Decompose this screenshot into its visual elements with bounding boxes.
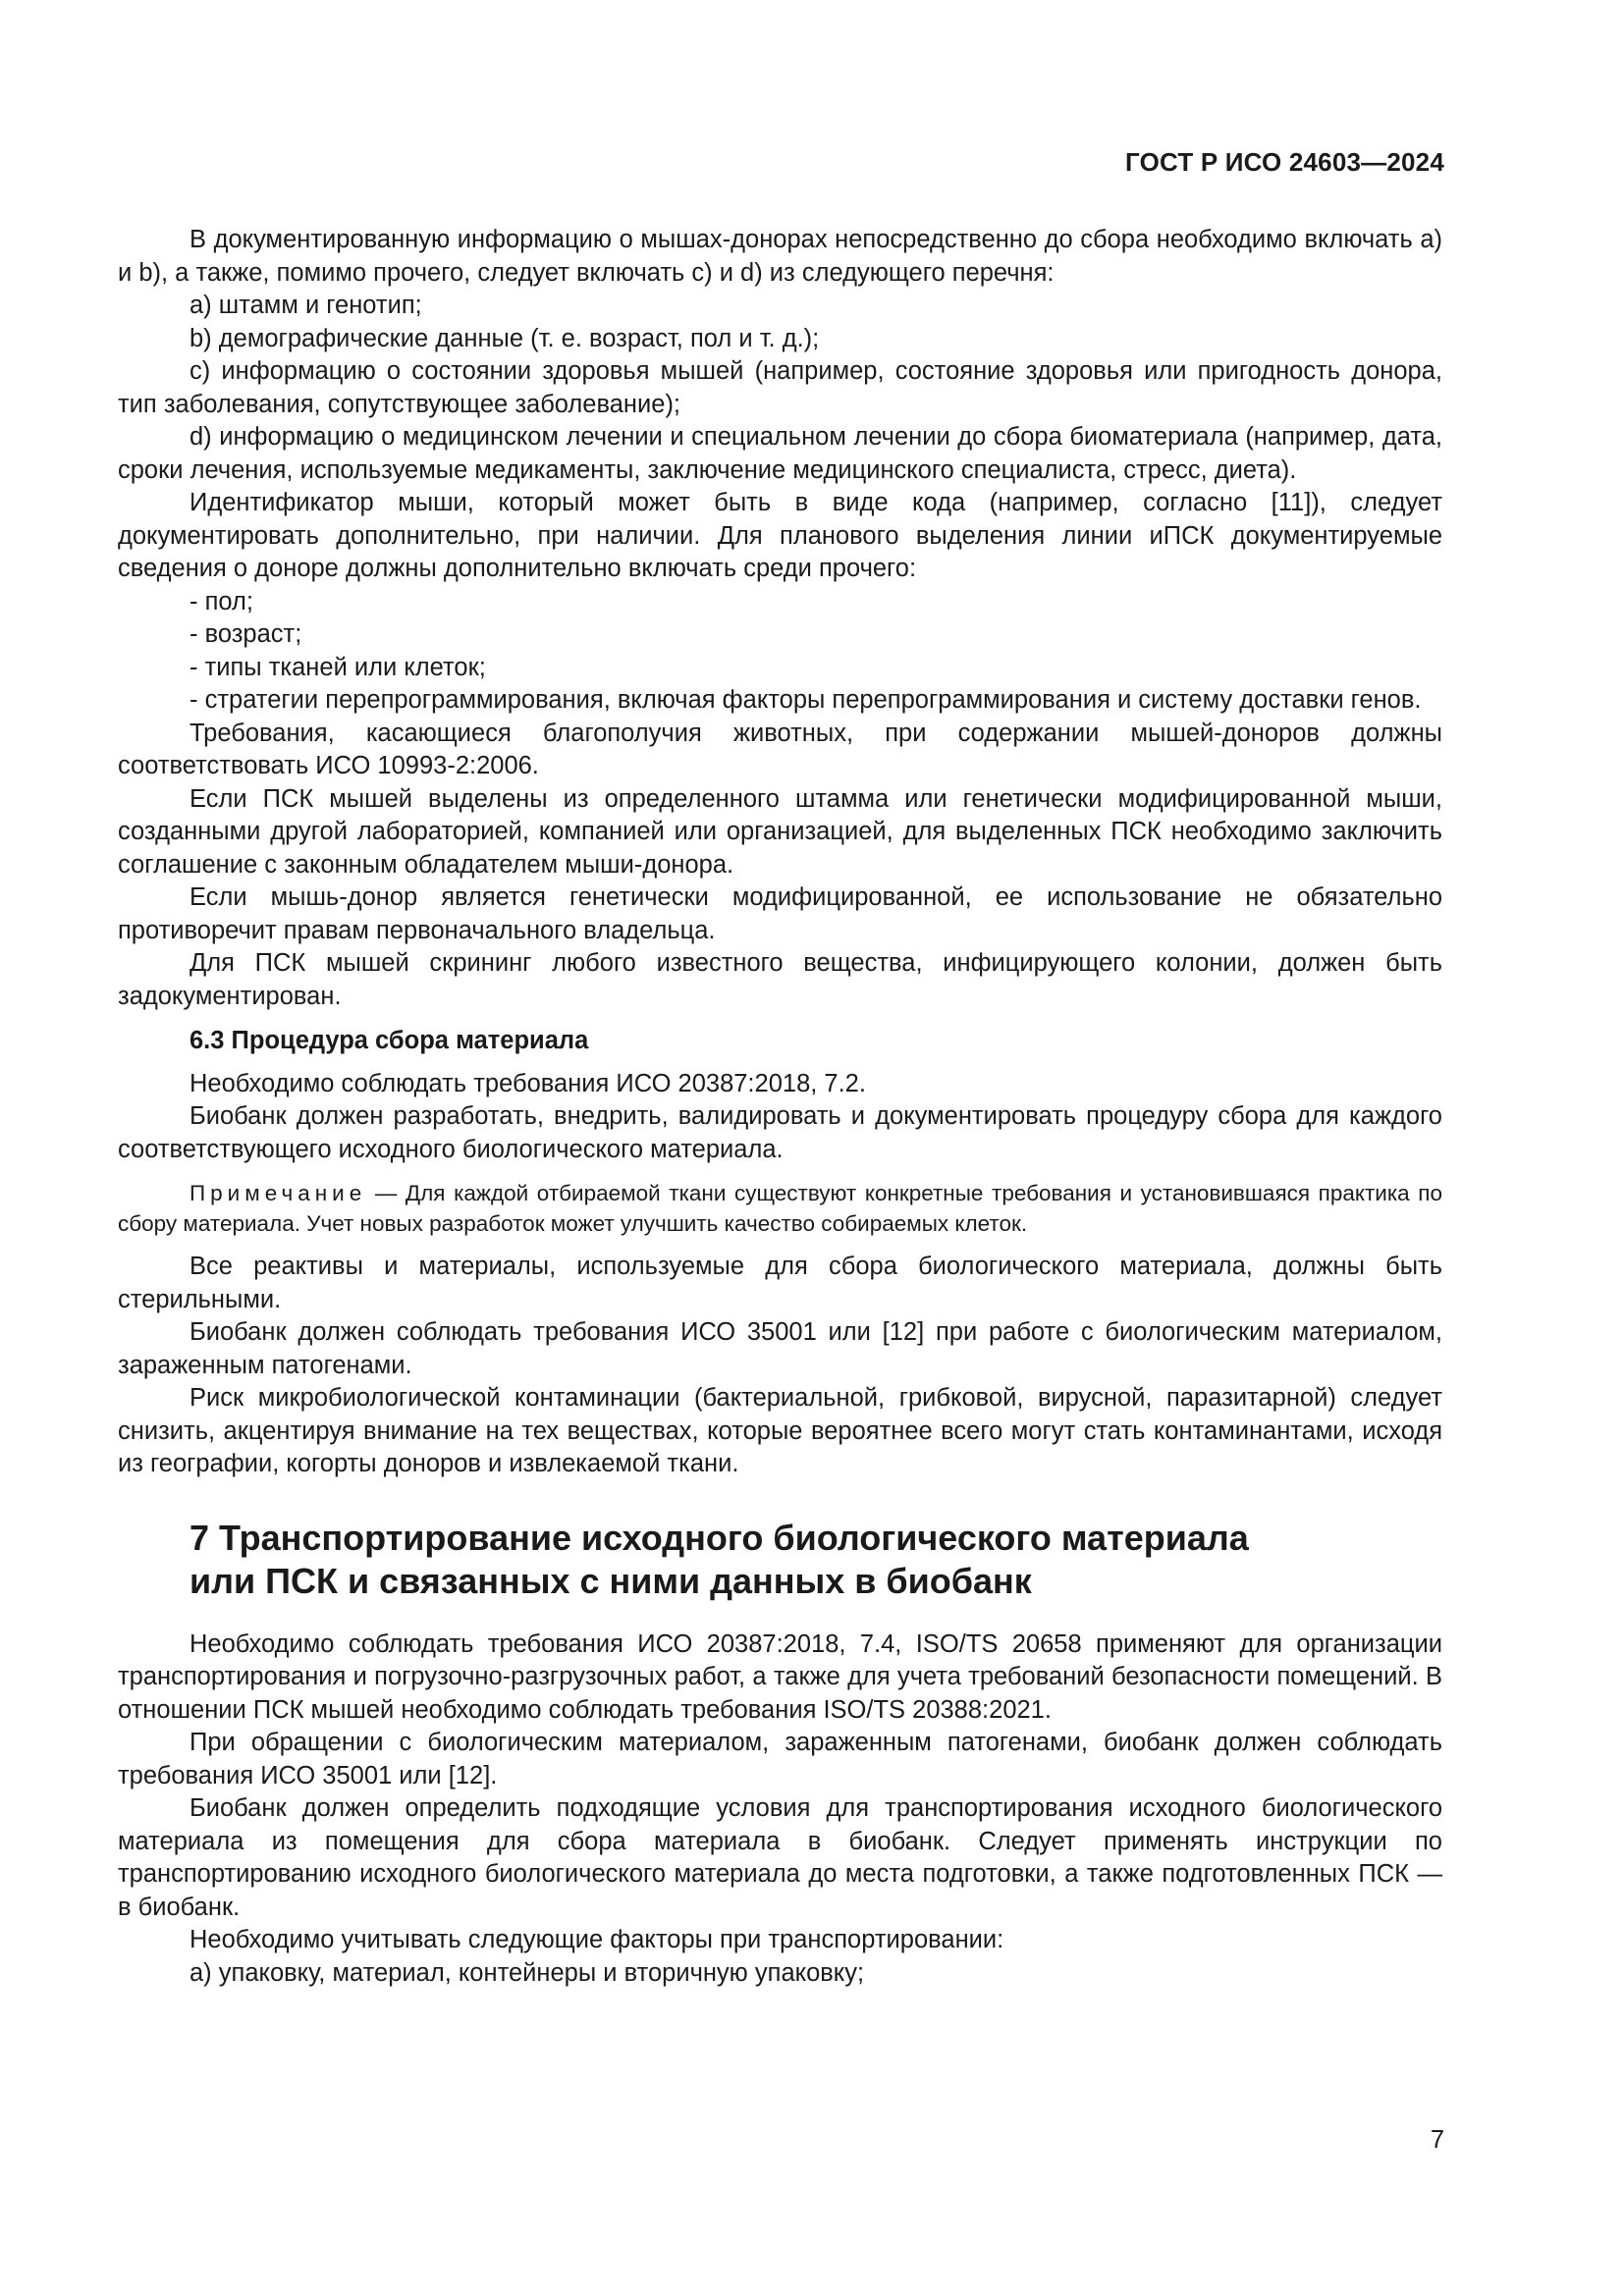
list-item: a) штамм и генотип; (189, 292, 422, 319)
document-header: ГОСТ Р ИСО 24603—2024 (1124, 147, 1444, 177)
paragraph: Биобанк должен соблюдать требования ИСО 35001 или [12] при работе с биологическим материалом, зараженным патогенами. (118, 1318, 1442, 1379)
list-item: - стратегии перепрограммирования, включая факторы перепрограммирования и систему доставки генов. (189, 686, 1422, 714)
list-item: a) упаковку, материал, контейнеры и вторичную упаковку; (189, 1958, 865, 1987)
section-heading (189, 1517, 1442, 1603)
list-item: - пол; (189, 587, 253, 615)
paragraph: Все реактивы и материалы, используемые для сбора биологического материала, должны быть стерильными. (118, 1253, 1442, 1313)
subsection-heading: 6.3 Процедура сбора материала (189, 1027, 589, 1054)
paragraph: Необходимо соблюдать требования ИСО 20387:2018, 7.2. (189, 1069, 866, 1097)
paragraph: Биобанк должен разработать, внедрить, валидировать и документировать процедуру сбора для каждого соответствующего исходного биологического материала. (118, 1102, 1442, 1163)
paragraph: Для ПСК мышей скрининг любого известного вещества, инфицирующего колонии, должен быть задокументирован. (118, 949, 1442, 1010)
section-heading-line: или ПСК и связанных с ними данных в биобанк (189, 1560, 1032, 1601)
paragraph: Риск микробиологической контаминации (бактериальной, грибковой, вирусной, паразитарной) следует снизить, акцентируя внимание на тех веществах, которые вероятнее всего могут стать контаминантами, исходя из географии, когорты доноров и извлекаемой ткани. (118, 1384, 1442, 1477)
paragraph: При обращении с биологическим материалом, зараженным патогенами, биобанк должен соблюдать требования ИСО 35001 или [12]. (118, 1729, 1442, 1789)
note-label: Примечание (189, 1181, 367, 1205)
list-item: c) информацию о состоянии здоровья мышей (например, состояние здоровья или пригодность донора, тип заболевания, сопутствующее заболевание); (118, 357, 1442, 418)
paragraph: В документированную информацию о мышах-донорах непосредственно до сбора необходимо включать a) и b), а также, помимо прочего, следует включать c) и d) из следующего перечня: (118, 226, 1442, 287)
note-paragraph (118, 1178, 1442, 1239)
note-block (118, 1178, 1442, 1239)
page-content (118, 224, 1442, 1990)
paragraph: Идентификатор мыши, который может быть в виде кода (например, согласно [11]), следует документировать дополнительно, при наличии. Для планового выделения линии иПСК документируемые сведения о доноре должны дополнительно включать среди прочего: (118, 489, 1442, 582)
paragraph: Если мышь-донор является генетически модифицированной, ее использование не обязательно противоречит правам первоначального владельца. (118, 883, 1442, 944)
paragraph: Необходимо соблюдать требования ИСО 20387:2018, 7.4, ISO/TS 20658 применяют для организации транспортирования и погрузочно-разгрузочных работ, а также для учета требований безопасности помещений. В отношении ПСК мышей необходимо соблюдать требования ISO/TS 20388:2021. (118, 1629, 1442, 1724)
list-item: - возраст; (189, 620, 302, 648)
page-number: 7 (1430, 2126, 1444, 2154)
paragraph: Биобанк должен определить подходящие условия для транспортирования исходного биологического материала из помещения для сбора материала в биобанк. Следует применять инструкции по транспортированию исходного биологического материала до места подготовки, а также подготовленных ПСК — в биобанк. (118, 1794, 1442, 1921)
paragraph: Требования, касающиеся благополучия животных, при содержании мышей-доноров должны соответствовать ИСО 10993-2:2006. (118, 719, 1442, 779)
section-heading-line: 7 Транспортирование исходного биологического материала (189, 1517, 1249, 1558)
list-item: - типы тканей или клеток; (189, 653, 486, 681)
note-text: — Для каждой отбираемой ткани существуют конкретные требования и установившаяся практика по сбору материала. Учет новых разработок может улучшить качество собираемых клеток. (118, 1181, 1442, 1236)
paragraph: Если ПСК мышей выделены из определенного штамма или генетически модифицированной мыши, созданными другой лабораторией, компанией или организацией, для выделенных ПСК необходимо заключить соглашение с законным обладателем мыши-донора. (118, 784, 1442, 879)
list-item: d) информацию о медицинском лечении и специальном лечении до сбора биоматериала (например, дата, сроки лечения, используемые медикаменты, заключение медицинского специалиста, стресс, диета). (118, 423, 1442, 484)
list-item: b) демографические данные (т. е. возраст, пол и т. д.); (189, 324, 820, 352)
paragraph: Необходимо учитывать следующие факторы при транспортировании: (189, 1926, 1004, 1953)
